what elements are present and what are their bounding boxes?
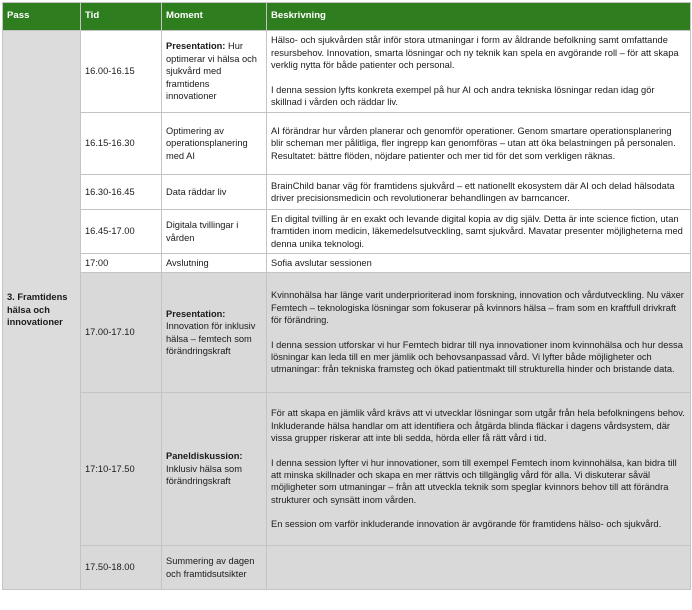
schedule-table [2,2,691,590]
description-paragraph: En session om varför inkluderande innovation är avgörande för framtidens hälso- och sjukvård. [271,519,662,530]
moment-cell [162,273,267,393]
table-row [3,254,691,273]
pass-label: 3. Framtidens hälsa och innovationer [3,31,81,590]
time-cell: 16.00-16.15 [81,31,162,113]
moment-cell: Data räddar liv [162,175,267,210]
time-cell: 17:10-17.50 [81,393,162,546]
moment-text: Inklusiv hälsa som förändringskraft [166,463,242,487]
description-cell [267,546,691,590]
moment-bold-label: Presentation: [166,308,226,319]
description-paragraph: Hälso- och sjukvården står inför stora utmaningar i form av åldrande befolkning samt omfattande resursbehov. Innovation, smarta lösningar och ny teknik kan spela en avgörande roll – för att skapa verklig nytta för både patienter och personal. [271,35,679,71]
description-cell [267,113,691,175]
description-cell [267,254,691,273]
description-paragraph: Sofia avslutar sessionen [271,257,372,268]
table-row [3,273,691,393]
moment-cell [162,31,267,113]
time-cell: 16.45-17.00 [81,210,162,254]
moment-cell: Avslutning [162,254,267,273]
description-cell [267,273,691,393]
description-paragraph: AI förändrar hur vården planerar och genomför operationer. Genom smartare operationsplanering blir scheman mer pålitliga, fler ingrepp kan genomföras – utan att öka belastningen på personalen. Resultatet: bättre flöden, nöjdare patienter och mer tid för det som verkligen räknas. [271,125,676,161]
header-tid: Tid [81,3,162,31]
moment-cell: Digitala tvillingar i vården [162,210,267,254]
table-row [3,546,691,590]
description-paragraph: En digital tvilling är en exakt och levande digital kopia av dig själv. Detta är inte science fiction, utan framtiden inom medicin, läkemedelsutveckling, samt sjukvård. Mavatar presenter möjligheterna med denna unika teknologi. [271,213,683,249]
description-paragraph: För att skapa en jämlik vård krävs att vi utvecklar lösningar som utgår från hela befolkningens behov. Inkluderande hälsa handlar om att identifiera och åtgärda blinda fläckar i dagens vårdsystem, där vissa grupper riskerar att inte bli sedda, hörda eller få rätt vård i tid. [271,408,685,444]
table-row [3,113,691,175]
table-row [3,210,691,254]
description-cell [267,210,691,254]
description-cell [267,31,691,113]
time-cell: 16.30-16.45 [81,175,162,210]
table-row [3,31,691,113]
time-cell: 17.50-18.00 [81,546,162,590]
description-paragraph: I denna session utforskar vi hur Femtech bidrar till nya innovationer inom kvinnohälsa och hur dessa lösningar kan leda till en mer jämlik och behovsanpassad vård. Vi lyfter både möjligheter och utmaningar: från tekniska framsteg och ökad patientmakt till strukturella hinder och bristande data. [271,339,683,375]
header-moment: Moment [162,3,267,31]
header-pass: Pass [3,3,81,31]
description-paragraph: Kvinnohälsa har länge varit underprioriterad inom forskning, innovation och vårdutveckling. Nu växer Femtech – teknologiska lösningar som fokuserar på kvinnors hälsa – fram som en kraftfull drivkraft för förändring. [271,290,684,326]
time-cell: 17:00 [81,254,162,273]
moment-bold-label: Presentation: [166,41,226,52]
moment-text: Hur optimerar vi hälsa och sjukvård med framtidens innovationer [166,41,257,102]
header-beskrivning: Beskrivning [267,3,691,31]
time-cell: 16.15-16.30 [81,113,162,175]
description-cell [267,393,691,546]
moment-cell: Optimering av operationsplanering med AI [162,113,267,175]
time-cell: 17.00-17.10 [81,273,162,393]
description-cell [267,175,691,210]
description-paragraph: I denna session lyfter vi hur innovationer, som till exempel Femtech inom kvinnohälsa, kan bidra till att minska skillnader och skapa en mer rättvis och tillgänglig vård för alla. Vi diskuterar såväl möjligheter som utmaningar – från att utveckla teknik som speglar kvinnors behov till att förändra strukturer och synsätt inom vården. [271,457,677,505]
header-row [3,3,691,31]
table-row [3,393,691,546]
description-paragraph: I denna session lyfts konkreta exempel på hur AI och andra tekniska lösningar redan idag gör skillnad i vården och räddar liv. [271,84,655,108]
table-row [3,175,691,210]
moment-bold-label: Paneldiskussion: [166,451,243,462]
description-paragraph: BrainChild banar väg för framtidens sjukvård – ett nationellt ekosystem där AI och delad hälsodata driver precisionsmedicin och revolutionerar behandlingen av barncancer. [271,180,675,203]
moment-cell [162,393,267,546]
moment-cell: Summering av dagen och framtidsutsikter [162,546,267,590]
moment-text: Innovation för inklusiv hälsa – femtech som förändringskraft [166,321,256,356]
